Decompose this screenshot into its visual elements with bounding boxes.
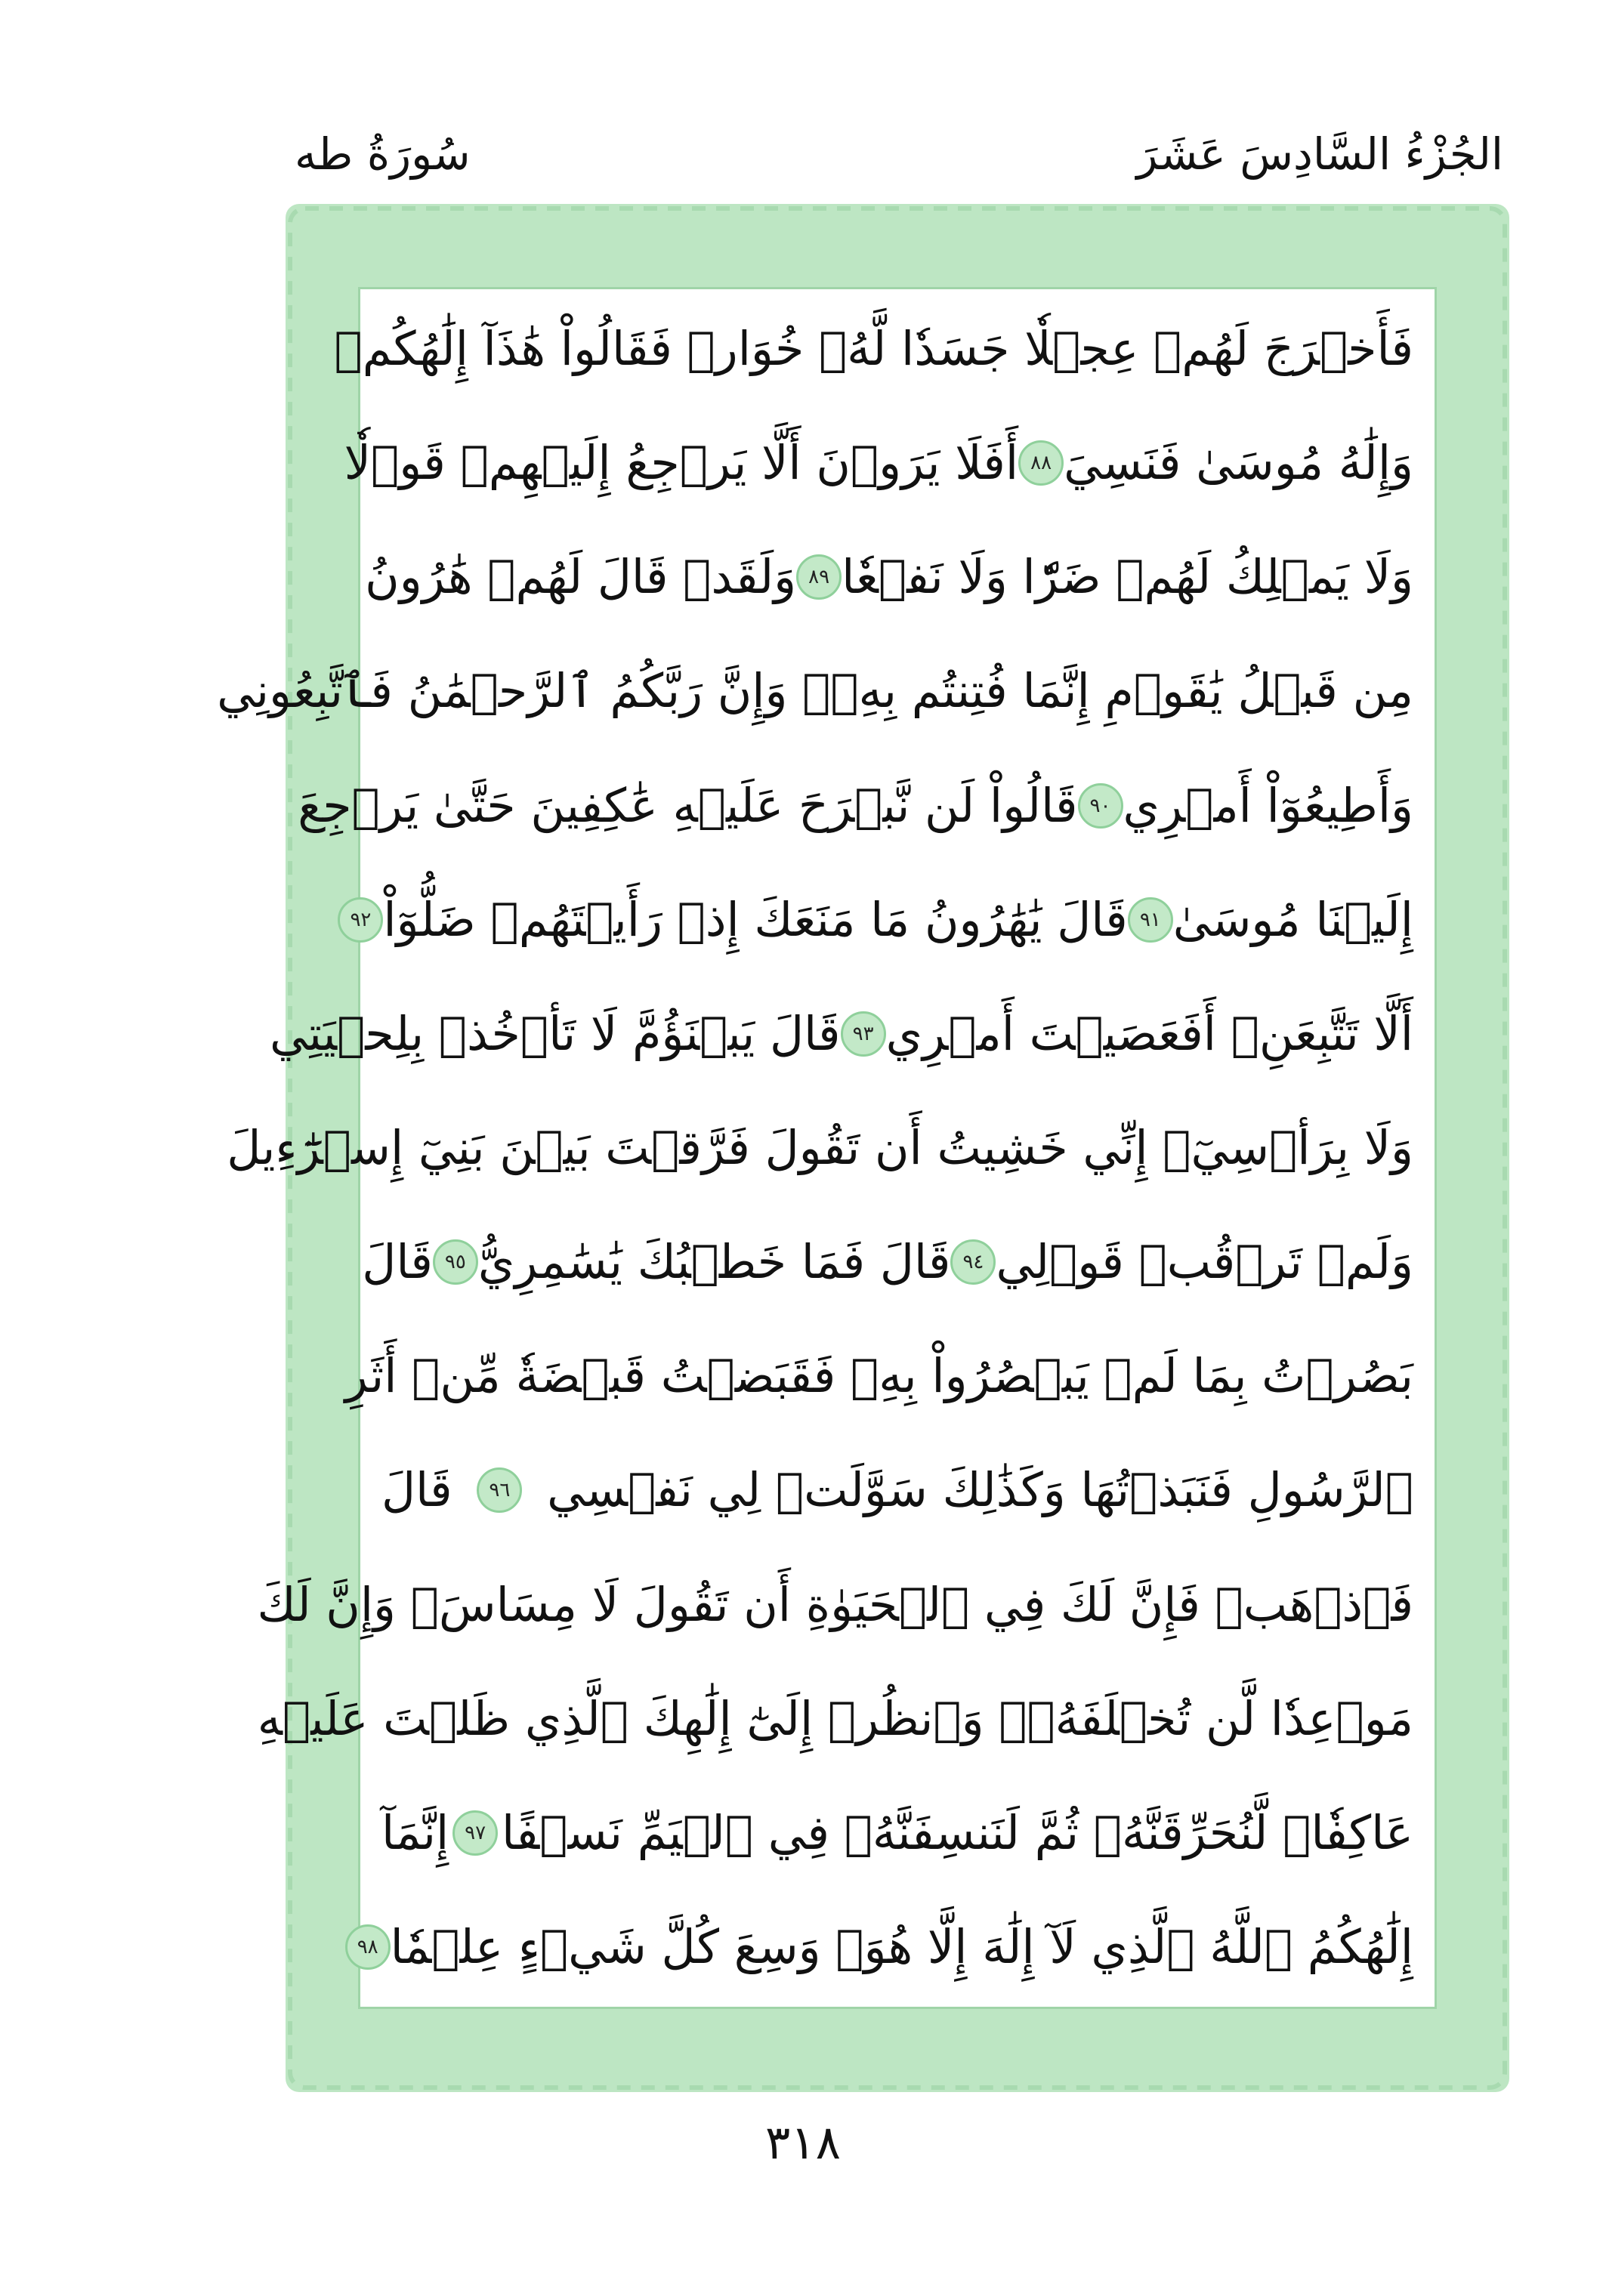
ayah-number-marker: ٩٠	[1078, 783, 1123, 829]
decorative-frame	[217, 204, 1509, 2092]
verse-text: وَلَمۡ تَرۡقُبۡ قَوۡلِي	[996, 1234, 1413, 1290]
text-panel	[217, 287, 1437, 2009]
text-line	[381, 1782, 1413, 1884]
ayah-number-marker: ٩١	[1128, 897, 1173, 943]
verse-text: إِنَّمَآ	[381, 1804, 449, 1860]
verse-text: أَلَّا تَتَّبِعَنِۖ أَفَعَصَيۡتَ أَمۡرِي	[885, 1005, 1413, 1061]
text-line	[365, 526, 1413, 628]
verse-text: أَفَلَا يَرَوۡنَ أَلَّا يَرۡجِعُ إِلَيۡهِمۡ قَوۡلٗا	[344, 435, 1019, 491]
surah-title: سُورَةُ طه	[295, 128, 471, 180]
text-line	[257, 1668, 1413, 1770]
ayah-number-marker: ٩٣	[841, 1011, 886, 1057]
juz-title: الجُزْءُ السَّادِسَ عَشَرَ	[1136, 128, 1503, 180]
verse-text: قَالُواْ لَن نَّبۡرَحَ عَلَيۡهِ عَٰكِفِينَ حَتَّىٰ يَرۡجِعَ	[298, 777, 1078, 833]
text-line	[269, 983, 1413, 1085]
text-line	[362, 1211, 1413, 1313]
verse-text: فَٱذۡهَبۡ فَإِنَّ لَكَ فِي ٱلۡحَيَوٰةِ أَن تَقُولَ لَا مِسَاسَۖ وَإِنَّ لَكَ	[257, 1576, 1413, 1632]
ayah-number-marker: ٩٢	[338, 897, 383, 943]
verse-text: ٱلرَّسُولِ فَنَبَذۡتُهَا وَكَذَٰلِكَ سَوَّلَتۡ لِي نَفۡسِي	[547, 1462, 1413, 1518]
verse-text: وَلَا يَمۡلِكُ لَهُمۡ ضَرّٗا وَلَا نَفۡعٗا	[842, 549, 1413, 605]
text-line	[344, 412, 1413, 514]
verse-text: قَالَ يَٰهَٰرُونُ مَا مَنَعَكَ إِذۡ رَأَيۡتَهُمۡ ضَلُّوٓاْ	[383, 891, 1128, 947]
verse-text: قَالَ يَبۡنَؤُمَّ لَا تَأۡخُذۡ بِلِحۡيَتِي	[269, 1005, 841, 1061]
verse-text: قَالَ فَمَا خَطۡبُكَ يَٰسَٰمِرِيُّ	[477, 1234, 951, 1290]
text-line	[350, 869, 1413, 971]
ayah-number-marker: ٨٩	[796, 554, 842, 600]
text-line	[298, 755, 1413, 856]
text-line	[357, 1896, 1413, 1998]
ayah-number-marker: ٩٧	[452, 1810, 498, 1856]
verse-text: فَأَخۡرَجَ لَهُمۡ عِجۡلٗا جَسَدٗا لَّهُۥ خُوَارٞ فَقَالُواْ هَٰذَآ إِلَٰهُكُمۡ	[334, 321, 1413, 376]
verse-text: قَالَ	[381, 1462, 452, 1518]
text-line	[344, 1325, 1413, 1427]
verse-text: قَالَ	[362, 1234, 433, 1290]
verse-text: إِلَٰهُكُمُ ٱللَّهُ ٱلَّذِي لَآ إِلَٰهَ إِلَّا هُوَۚ وَسِعَ كُلَّ شَيۡءٍ عِلۡمٗا	[390, 1918, 1413, 1974]
text-line	[257, 1554, 1413, 1656]
verse-text: وَلَقَدۡ قَالَ لَهُمۡ هَٰرُونُ	[365, 549, 797, 605]
ayah-number-marker: ٨٨	[1018, 440, 1064, 486]
verse-text: وَأَطِيعُوٓاْ أَمۡرِي	[1123, 777, 1413, 833]
text-line	[227, 1097, 1413, 1199]
page-header	[295, 113, 1503, 204]
verse-text: مَوۡعِدٗا لَّن تُخۡلَفَهُۥۖ وَٱنظُرۡ إِلَىٰٓ إِلَٰهِكَ ٱلَّذِي ظَلۡتَ عَلَيۡهِ	[257, 1690, 1413, 1746]
verse-text: بَصُرۡتُ بِمَا لَمۡ يَبۡصُرُواْ بِهِۦ فَقَبَضۡتُ قَبۡضَةٗ مِّنۡ أَثَرِ	[344, 1348, 1413, 1404]
quran-text	[217, 298, 1413, 1998]
ayah-number-marker: ٩٦	[477, 1467, 522, 1513]
verse-text: عَاكِفٗاۖ لَّنُحَرِّقَنَّهُۥ ثُمَّ لَنَنسِفَنَّهُۥ فِي ٱلۡيَمِّ نَسۡفًا	[501, 1804, 1413, 1860]
text-line	[381, 1440, 1413, 1541]
text-line	[217, 640, 1413, 742]
verse-text: مِن قَبۡلُ يَٰقَوۡمِ إِنَّمَا فُتِنتُم بِهِۦۖ وَإِنَّ رَبَّكُمُ ٱلرَّحۡمَٰنُ فَٱتَّبِعُونِي	[217, 663, 1413, 719]
ayah-number-marker: ٩٥	[433, 1239, 478, 1285]
ayah-number-marker: ٩٤	[950, 1239, 996, 1285]
verse-text: إِلَيۡنَا مُوسَىٰ	[1172, 891, 1413, 947]
verse-text: وَإِلَٰهُ مُوسَىٰ فَنَسِيَ	[1064, 435, 1413, 491]
ayah-number-marker: ٩٨	[345, 1924, 391, 1970]
verse-text: وَلَا بِرَأۡسِيٓۖ إِنِّي خَشِيتُ أَن تَقُولَ فَرَّقۡتَ بَيۡنَ بَنِيٓ إِسۡرَٰٓءِيلَ	[227, 1119, 1413, 1175]
text-line	[334, 298, 1413, 400]
page-number: ٣١٨	[765, 2115, 841, 2170]
